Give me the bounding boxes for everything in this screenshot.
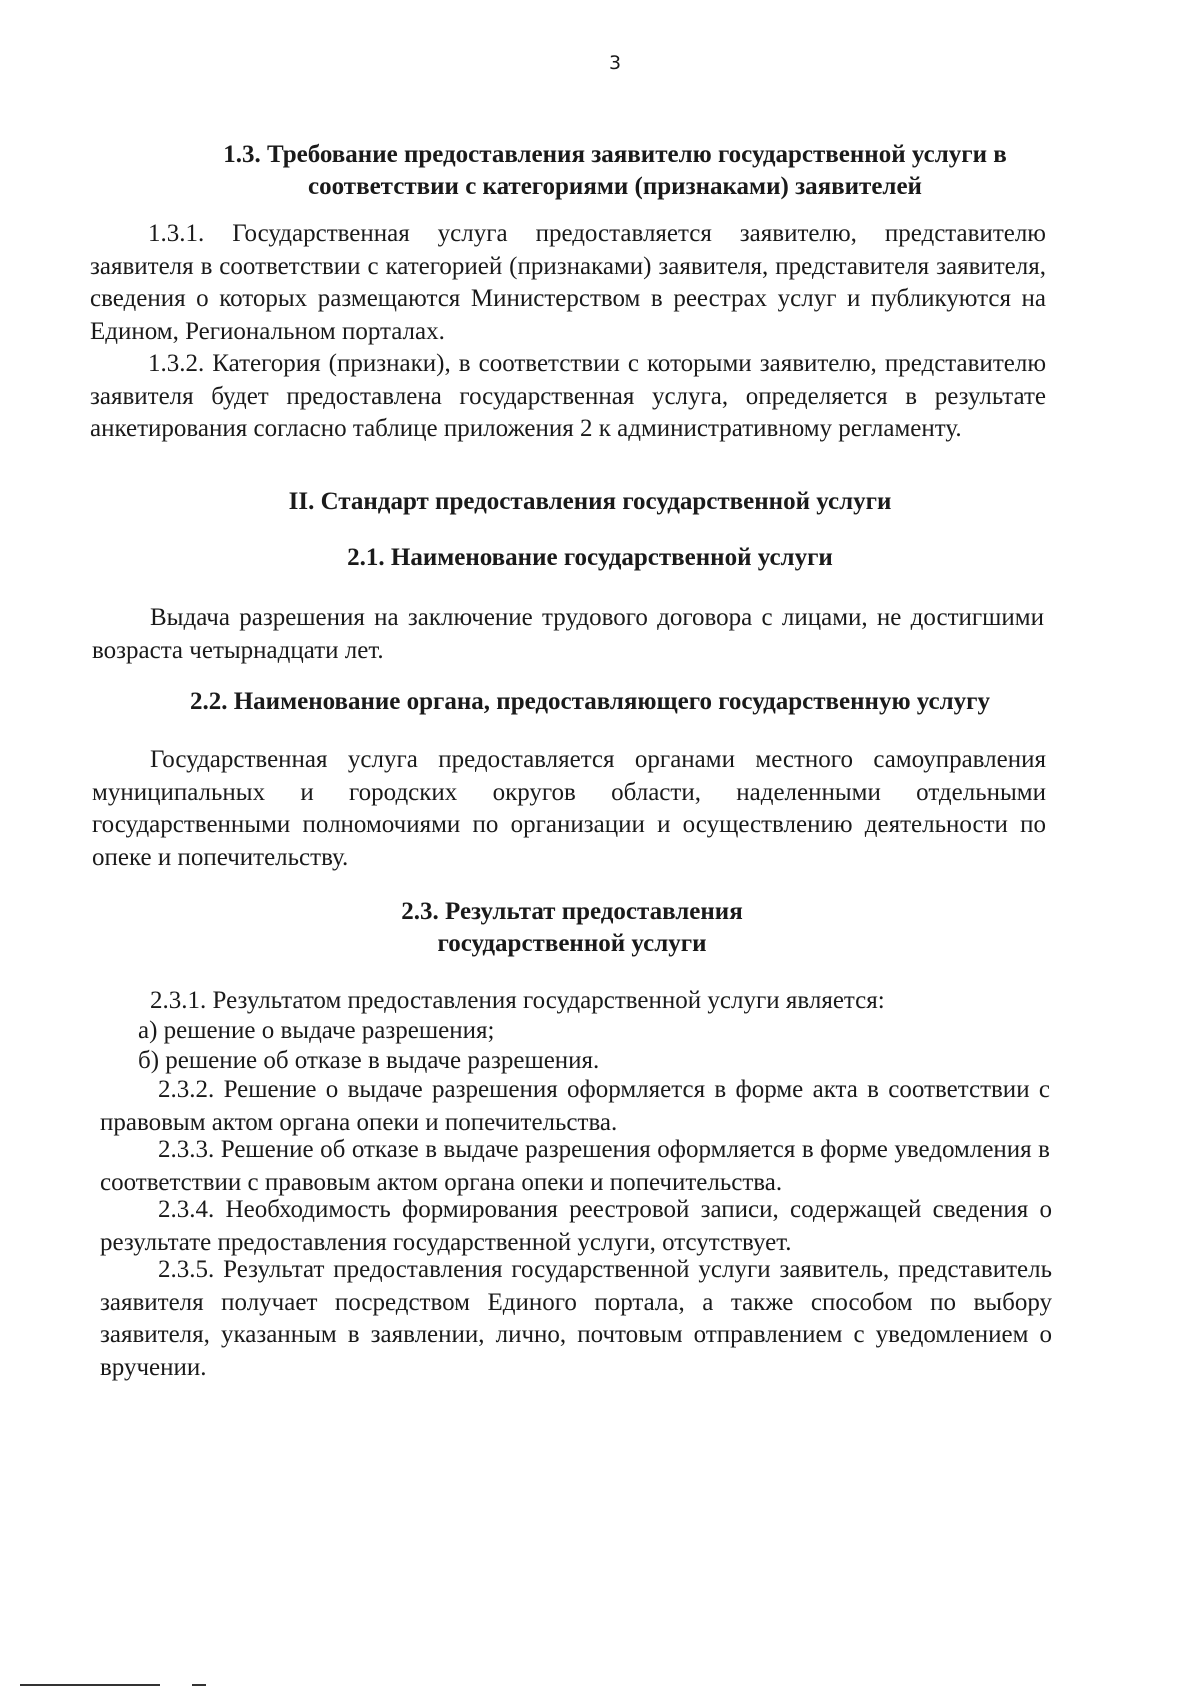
scan-artifact-line (20, 1684, 160, 1686)
page-number: 3 (608, 52, 622, 74)
scan-artifact-dash (192, 1684, 206, 1686)
paragraph-1-3-2: 1.3.2. Категория (признаки), в соответствии с которыми заявителю, представителю заявителя будет предоставлена государственная услуга, определяется в результате анкетирования согласно таблице приложения 2 к административному регламенту. (90, 350, 1046, 442)
paragraph-1-3-1: 1.3.1. Государственная услуга предоставляется заявителю, представителю заявителя в соответствии с категорией (признаками) заявителя, представителя заявителя, сведения о которых размещаются Министерством в реестрах услуг и публикуются на Едином, Региональном порталах. (90, 220, 1046, 345)
paragraph-2-3-5: 2.3.5. Результат предоставления государственной услуги заявитель, представитель заявителя получает посредством Единого портала, а также способом по выбору заявителя, указанным в заявлении, лично, почтовым отправлением с уведомлением о вручении. (100, 1256, 1052, 1381)
section-2-1-heading: 2.1. Наименование государственной услуги (347, 544, 833, 571)
section-2-heading: II. Стандарт предоставления государственной услуги (288, 488, 892, 515)
section-1-3-heading (100, 139, 1130, 203)
list-item-a: а) решение о выдаче разрешения; (138, 1017, 495, 1044)
section-2-3-heading-line2: государственной услуги (437, 930, 707, 957)
section-1-3-heading-line2: соответствии с категориями (признаками) заявителей (308, 173, 922, 200)
paragraph-2-3-4: 2.3.4. Необходимость формирования реестровой записи, содержащей сведения о результате предоставления государственной услуги, отсутствует. (100, 1196, 1052, 1256)
section-2-2-heading: 2.2. Наименование органа, предоставляющего государственную услугу (189, 688, 991, 715)
section-2-3-heading (90, 896, 1054, 960)
paragraph-2-3-2: 2.3.2. Решение о выдаче разрешения оформляется в форме акта в соответствии с правовым актом органа опеки и попечительства. (100, 1076, 1050, 1136)
section-2-3-heading-line1: 2.3. Результат предоставления (401, 898, 743, 925)
paragraph-2-3-3: 2.3.3. Решение об отказе в выдаче разрешения оформляется в форме уведомления в соответствии с правовым актом органа опеки и попечительства. (100, 1136, 1050, 1196)
paragraph-2-1: Выдача разрешения на заключение трудового договора с лицами, не достигшими возраста четырнадцати лет. (92, 604, 1044, 664)
paragraph-2-3-1: 2.3.1. Результатом предоставления государственной услуги является: (150, 987, 885, 1014)
paragraph-2-2: Государственная услуга предоставляется органами местного самоуправления муниципальных и городских округов области, наделенными отдельными государственными полномочиями по организации и осуществлению деятельности по опеке и попечительству. (92, 746, 1046, 871)
list-item-b: б) решение об отказе в выдаче разрешения. (138, 1047, 600, 1074)
section-1-3-heading-line1: 1.3. Требование предоставления заявителю государственной услуги в (223, 141, 1007, 168)
